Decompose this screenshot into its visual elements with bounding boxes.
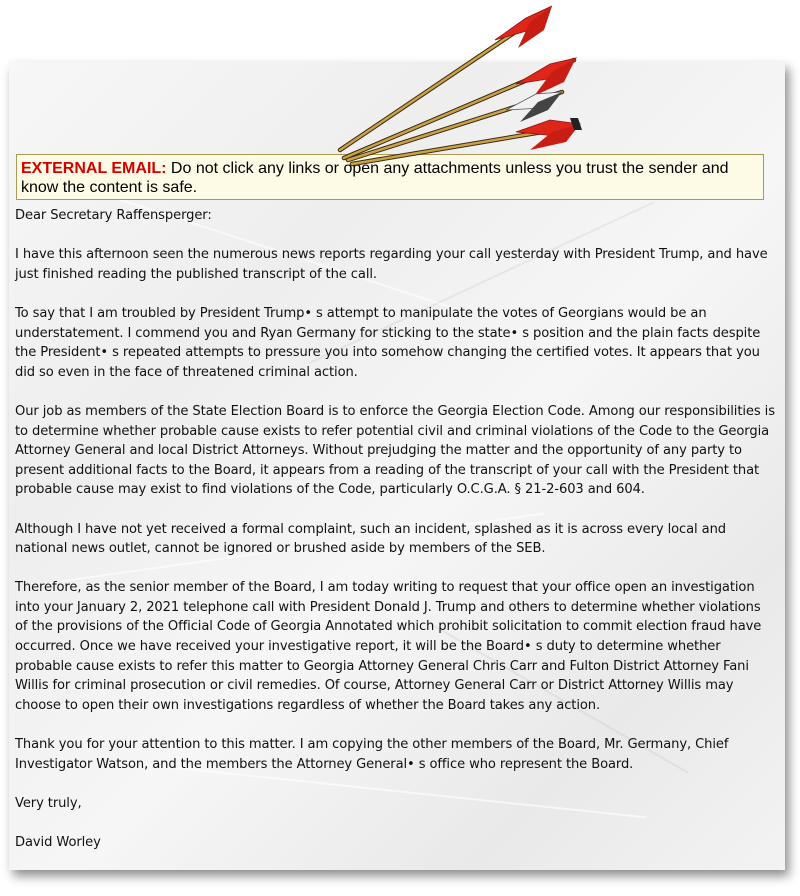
letter-paragraph: Thank you for your attention to this matter. I am copying the other members of the Board, Mr. Germany, Chief Investigator Watson, and the members the Attorney General• s office who represent the Board. <box>15 737 729 772</box>
external-email-label: EXTERNAL EMAIL: <box>21 160 167 177</box>
external-email-warning-text: Do not click any links or open any attachments unless you trust the sender and know the content is safe. <box>21 160 729 196</box>
signature: David Worley <box>15 835 101 850</box>
arrows-illustration <box>330 0 590 170</box>
letter-paragraph: Therefore, as the senior member of the Board, I am today writing to request that your office open an investigation into your January 2, 2021 telephone call with President Donald J. Trump and others to determine whether violations of the provisions of the Official Code of Georgia Annotated which prohibit solicitation to commit election fraud have occurred. Once we have received your investigative report, it will be the Board• s duty to determine whether probable cause exists to refer this matter to Georgia Attorney General Chris Carr and Fulton District Attorney Fani Willis for criminal prosecution or civil remedies. Of course, Attorney General Carr or District Attorney Willis may choose to open their own investigations regardless of whether the Board takes any action. <box>15 580 762 713</box>
letter-paragraph: Our job as members of the State Election Board is to enforce the Georgia Election Code. Among our responsibilities is to determine whether probable cause exists to refer potential civil and criminal violations of the Code to the Georgia Attorney General and local District Attorneys. Without prejudging the matter and the opportunity of any party to present additional facts to the Board, it appears from a reading of the transcript of your call with the President that probable cause may exist to find violations of the Code, particularly O.C.G.A. § 21-2-603 and 604. <box>15 403 775 498</box>
letter-paragraph: To say that I am troubled by President Trump• s attempt to manipulate the votes of Georgians would be an understatement. I commend you and Ryan Germany for sticking to the state• s position and the plain facts despite the President• s repeated attempts to pressure you into somehow changing the certified votes. It appears that you did so even in the face of threatened criminal action. <box>15 305 761 380</box>
salutation: Dear Secretary Raffensperger: <box>15 208 212 223</box>
letter-body <box>15 206 775 872</box>
letter-paragraph: Although I have not yet received a formal complaint, such an incident, splashed as it is across every local and national news outlet, cannot be ignored or brushed aside by members of the SEB. <box>15 521 726 557</box>
closing: Very truly, <box>15 795 82 811</box>
arrow-icon <box>348 92 562 160</box>
letter-paragraph: I have this afternoon seen the numerous news reports regarding your call yesterday with President Trump, and have just finished reading the published transcript of the call. <box>15 247 768 282</box>
